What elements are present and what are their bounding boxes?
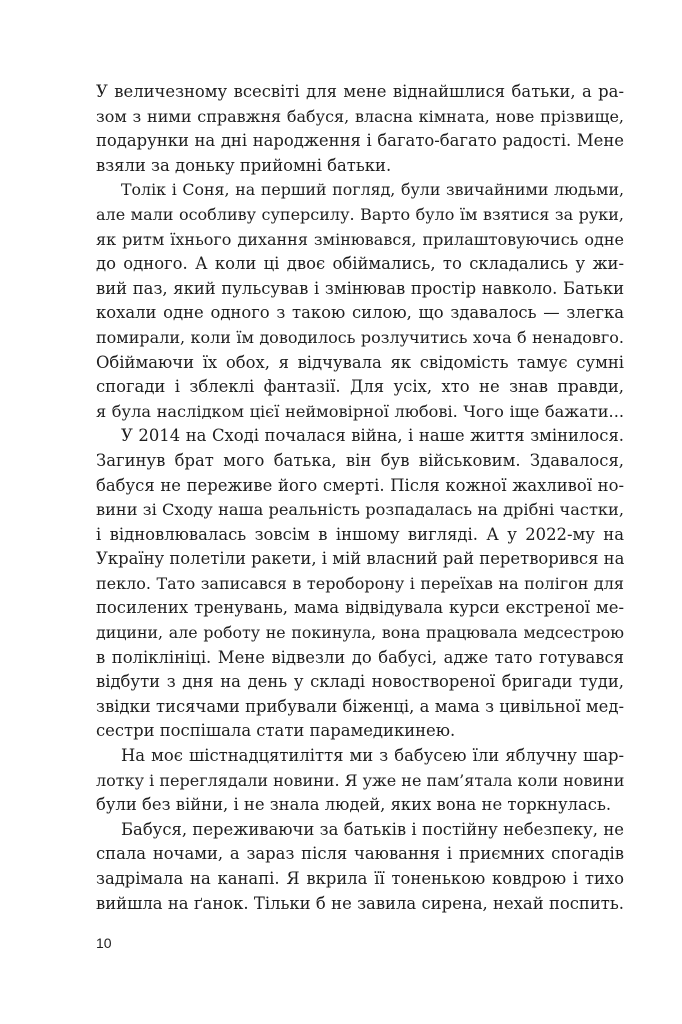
text-line: були без війни, і не знала людей, яких вона не торкнулась. [96, 795, 612, 815]
text-line: кохали одне одного з такою силою, що здавалось — злегка [96, 303, 624, 323]
paragraph-3 [96, 424, 624, 744]
text-line: вий паз, який пульсував і змінював простір навколо. Батьки [96, 278, 624, 298]
text-line: У 2014 на Сході почалася війна, і наше життя змінилося. [121, 426, 624, 446]
text-line: Обіймаючи їх обох, я відчувала як свідомість тамує сумні [96, 352, 624, 372]
text-line: подарунки на дні народження і багато-багато радості. Мене [96, 131, 624, 151]
text-line: помирали, коли їм доводилось розлучитись хоча б ненадовго. [96, 327, 624, 347]
paragraph-2 [96, 178, 624, 424]
text-line: і відновлювалась зовсім в іншому вигляді. А у 2022-му на [96, 524, 624, 544]
text-line: до одного. А коли ці двоє обіймались, то складались у жи- [96, 254, 624, 274]
text-line: я була наслідком цієї неймовірної любові. Чого іще бажати... [96, 401, 624, 421]
body-text [96, 80, 624, 916]
text-line: Толік і Соня, на перший погляд, були звичайними людьми, [121, 180, 624, 200]
text-line: У величезному всесвіті для мене віднайшлися батьки, а ра- [96, 82, 624, 101]
text-line: Україну полетіли ракети, і мій власний рай перетворився на [96, 549, 625, 569]
text-line: але мали особливу суперсилу. Варто було їм взятися за руки, [96, 204, 624, 224]
paragraph-4 [96, 744, 624, 818]
text-line: дицини, але роботу не покинула, вона працювала медсестрою [96, 623, 624, 643]
text-line: спала ночами, а зараз після чаювання і приємних спогадів [96, 844, 624, 864]
text-line: лотку і переглядали новини. Я уже не пам’ятала коли новини [96, 770, 625, 790]
text-line: вийшла на ґанок. Тільки б не завила сирена, нехай поспить. [96, 893, 624, 913]
text-line: як ритм їхнього дихання змінювався, прилаштовуючись одне [96, 229, 624, 249]
text-line: взяли за доньку прийомні батьки. [96, 155, 392, 175]
text-line: сестри поспішала стати парамедикинею. [96, 721, 456, 741]
text-line: посилених тренувань, мама відвідувала курси екстреної ме- [96, 598, 624, 618]
text-line: Загинув брат мого батька, він був військовим. Здавалося, [96, 450, 624, 470]
text-line: в поліклініці. Мене відвезли до бабусі, адже тато готувався [96, 647, 624, 667]
text-line: пекло. Тато записався в тероборону і переїхав на полігон для [96, 573, 624, 593]
text-line: відбути з дня на день у складі новоствореної бригади туди, [96, 672, 624, 692]
text-line: Бабуся, переживаючи за батьків і постійну небезпеку, не [121, 819, 624, 839]
paragraph-5 [96, 818, 624, 916]
page-number: 10 [96, 935, 112, 951]
text-line: На моє шістнадцятиліття ми з бабусею їли яблучну шар- [121, 746, 624, 766]
text-line: спогади і зблеклі фантазії. Для усіх, хто не знав правди, [96, 377, 624, 397]
text-line: вини зі Сходу наша реальність розпадалась на дрібні частки, [96, 500, 624, 520]
text-line: задрімала на канапі. Я вкрила її тоненькою ковдрою і тихо [96, 869, 624, 888]
text-line: зом з ними справжня бабуся, власна кімната, нове прізвище, [96, 106, 624, 126]
paragraph-1 [96, 80, 624, 178]
text-line: бабуся не переживе його смерті. Після кожної жахливої но- [96, 475, 624, 495]
text-line: звідки тисячами прибували біженці, а мама з цивільної мед- [96, 696, 624, 716]
